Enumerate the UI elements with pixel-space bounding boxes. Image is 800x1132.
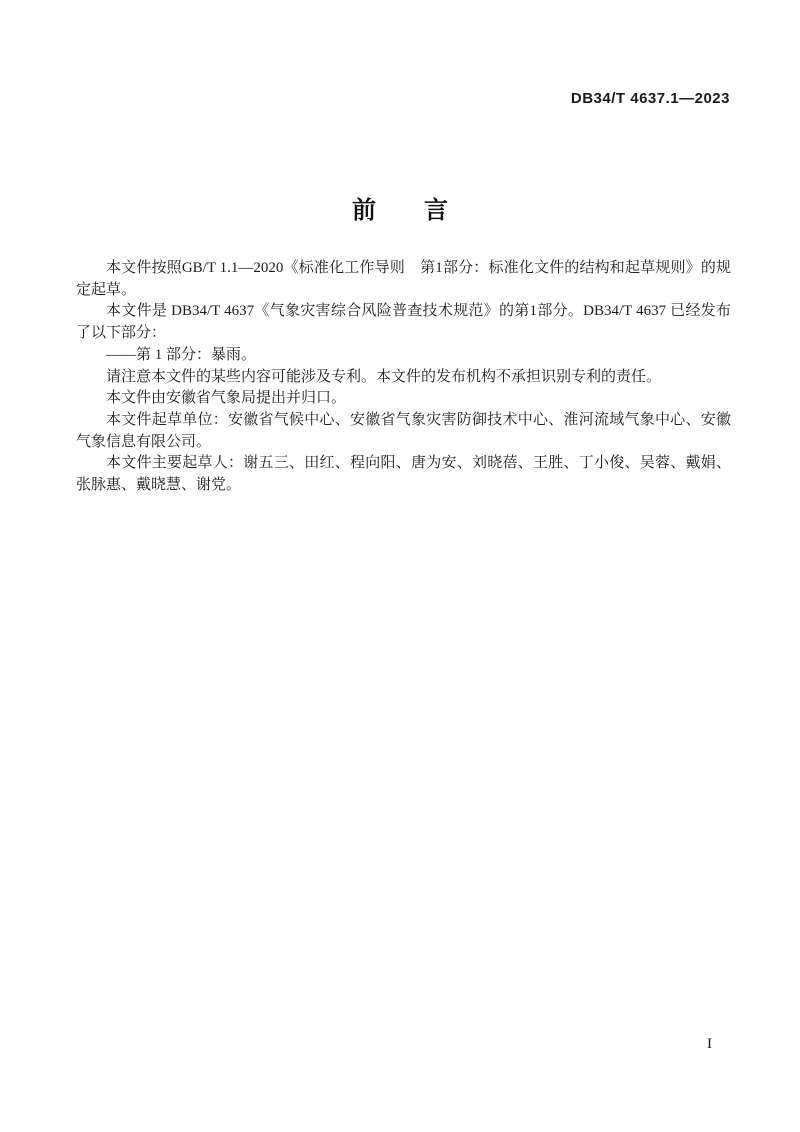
paragraph-standard-basis: 本文件按照GB/T 1.1—2020《标准化工作导则 第1部分：标准化文件的结构和起草规则》的规定起草。: [76, 260, 731, 298]
page-title: 前 言: [352, 197, 448, 224]
doc-number: DB34/T 4637.1—2023: [570, 90, 730, 107]
paragraph-patent-notice: 请注意本文件的某些内容可能涉及专利。本文件的发布机构不承担识别专利的责任。: [106, 368, 662, 385]
paragraph-drafters: 本文件主要起草人：谢五三、田红、程向阳、唐为安、刘晓蓓、王胜、丁小俊、吴蓉、戴娟、张脉惠、戴晓慧、谢党。: [76, 455, 731, 494]
paragraph-series-intro: 本文件是 DB34/T 4637《气象灾害综合风险普查技术规范》的第1部分。DB34/T 4637 已经发布了以下部分：: [76, 303, 731, 342]
page-number: I: [707, 1036, 712, 1052]
paragraph-part-list-item: ——第 1 部分：暴雨。: [106, 346, 257, 363]
paragraph-drafting-organizations: 本文件起草单位：安徽省气候中心、安徽省气象灾害防御技术中心、淮河流域气象中心、安徽气象信息有限公司。: [76, 411, 731, 450]
paragraph-proposing-body: 本文件由安徽省气象局提出并归口。: [106, 390, 347, 407]
foreword-body: [76, 258, 731, 497]
